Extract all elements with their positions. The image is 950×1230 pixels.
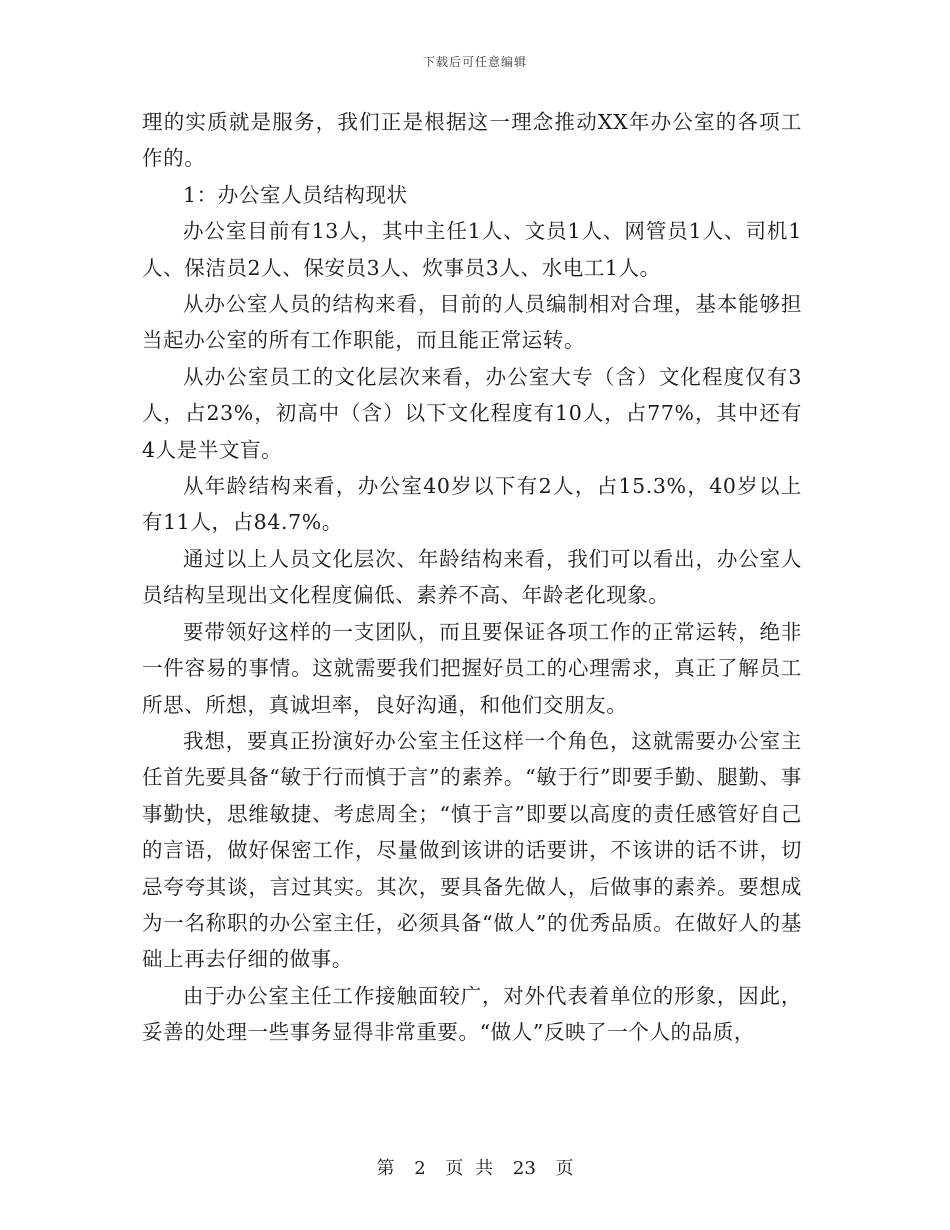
paragraph: 我想，要真正扮演好办公室主任这样一个角色，这就需要办公室主任首先要具备“敏于行而慎于言”的素养。“敏于行”即要手勤、腿勤、事事勤快，思维敏捷、考虑周全；“慎于言”即要以高度的责任感管好自己的言语，做好保密工作，尽量做到该讲的话要讲，不该讲的话不讲，切忌夸夸其谈，言过其实。其次，要具备先做人，后做事的素养。要想成为一名称职的办公室主任，必须具备“做人”的优秀品质。在做好人的基础上再去仔细的做事。	[142, 728, 802, 972]
paragraph: 从办公室人员的结构来看，目前的人员编制相对合理，基本能够担当起办公室的所有工作职能，而且能正常运转。	[142, 292, 802, 353]
document-body	[142, 104, 802, 1051]
paragraph: 办公室目前有13人，其中主任1人、文员1人、网管员1人、司机1人、保洁员2人、保安员3人、炊事员3人、水电工1人。	[142, 219, 802, 280]
footer-middle: 页 共	[445, 1158, 494, 1179]
paragraph: 从办公室员工的文化层次来看，办公室大专（含）文化程度仅有3人，占23%，初高中（含）以下文化程度有10人，占77%，其中还有4人是半文盲。	[142, 364, 802, 462]
page-number: 2	[414, 1158, 426, 1179]
section-heading: 1：办公室人员结构现状	[183, 182, 408, 207]
paragraph: 从年龄结构来看，办公室40岁以下有2人，占15.3%，40岁以上有11人，占84.7%。	[142, 474, 802, 535]
page-header: 下载后可任意编辑	[422, 55, 527, 69]
footer-prefix: 第	[376, 1158, 395, 1179]
page-footer	[0, 1154, 950, 1180]
paragraph: 由于办公室主任工作接触面较广，对外代表着单位的形象，因此，妥善的处理一些事务显得非常重要。“做人”反映了一个人的品质，	[142, 983, 802, 1045]
footer-suffix: 页	[555, 1158, 574, 1179]
total-pages: 23	[512, 1158, 536, 1179]
paragraph: 要带领好这样的一支团队，而且要保证各项工作的正常运转，绝非一件容易的事情。这就需要我们把握好员工的心理需求，真正了解员工所思、所想，真诚坦率，良好沟通，和他们交朋友。	[142, 619, 802, 717]
paragraph-continued: 理的实质就是服务，我们正是根据这一理念推动XX年办公室的各项工作的。	[142, 110, 802, 171]
paragraph: 通过以上人员文化层次、年龄结构来看，我们可以看出，办公室人员结构呈现出文化程度偏低、素养不高、年龄老化现象。	[142, 546, 802, 608]
